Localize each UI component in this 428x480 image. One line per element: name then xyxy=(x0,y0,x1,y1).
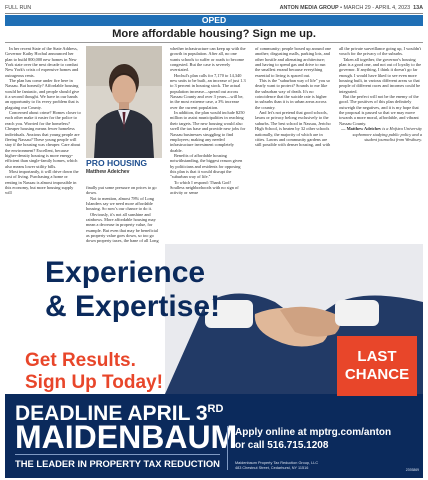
deadline-main: DEADLINE APRIL 3 xyxy=(15,402,208,425)
paragraph: all the private surveillance going up, I wouldn't vouch for the privacy of the suburbs. xyxy=(339,46,422,57)
headline-divider xyxy=(5,42,423,43)
paragraph: In her recent State of the State Address, Governor Kathy Hochul announced her plan to build 800,000 new homes in New York state over the next decade to combat New York's crisis of expensive homes and outrageous rents. xyxy=(5,46,79,78)
issue-date: • MARCH 29 - APRIL 4, 2023 xyxy=(338,5,411,11)
paragraph: Taken all together, the governor's housing plan is a good one, and not out of loyalty to the governor. If anything, I think it doesn't go far enough. I would have liked to see even more housing built, in various different areas so that people of different races and incomes could be integrated. xyxy=(339,56,422,94)
paragraph: finally put some pressure on prices to go down. xyxy=(86,185,157,196)
advertisement[interactable] xyxy=(5,244,423,478)
company-address: 483 Chestnut Street, Cedarhurst, NY 11516 xyxy=(235,466,309,470)
author-portrait-image xyxy=(86,46,162,158)
last-chance-badge xyxy=(337,336,417,396)
phone-number[interactable]: or call 516.715.1208 xyxy=(235,440,329,451)
paragraph: Benefits of affordable housing notwithstanding, the biggest reason given by politicians and residents for opposing this plan is that it would disrupt the "suburban way of life." xyxy=(170,152,243,180)
author-bio xyxy=(339,126,422,142)
paragraph: To which I respond: Thank God! Soulless neighborhoods with no sign of activity or sense xyxy=(170,179,239,196)
paragraph: of community; people boxed up around one another; disgusting malls, parking lots, and other hostile and alienating architecture; and having to spend gas and drive to run the smallest errand because everything essential to living is spaced out. xyxy=(255,46,331,78)
photo-caption xyxy=(86,158,162,180)
paragraph: Hochul's plan calls for 7,170 to 14,340 new units to be built, an increase of just 1.3 to 3 percent in housing stock. The actual population increase—spread out across Nassau County and over 3 years—will be, in the most extreme case, a 3% increase over the current population. xyxy=(170,72,246,110)
article-column-5 xyxy=(339,46,422,142)
logo-divider xyxy=(15,454,220,455)
badge-line-1: LAST xyxy=(357,348,397,365)
paragraph: whether infrastructure can keep up with the growth in population. After all, no one wants schools to suffer or roads to become congested. But the case is severely overstated. xyxy=(170,46,246,73)
paragraph: Concerned about crime? Homes closer to each other make it easier for the police to reach you. Worried for the homeless? Cheaper housing means fewer homeless individuals. Anxious that young people are fleeing Nassau? These young people will stay if the housing was cheaper. Care about the environment? Excellent, because higher-density housing is more energy-efficient than single-family homes, which also means lower utility bills. xyxy=(5,110,81,169)
badge-line-2: CHANCE xyxy=(344,366,410,383)
section-label: OPED xyxy=(201,15,227,25)
paragraph: Obviously, it's not all sunshine and rainbows. More affordable housing may mean a decrease in property value, for example. But even that may be beneficial as property value goes down, so too go down property taxes, the bane of all Long xyxy=(86,211,159,244)
article-column-4 xyxy=(255,46,331,148)
ad-tagline: THE LEADER IN PROPERTY TAX REDUCTION xyxy=(15,458,220,469)
bio-text: is a Hofstra University sophomore studying public policy and a student journalist from Westbury. xyxy=(352,126,422,142)
ad-headline-line-2: & Expertise! xyxy=(45,290,221,323)
page-header xyxy=(5,3,423,13)
edition-label: FULL RUN xyxy=(5,5,32,11)
author-photo xyxy=(86,46,162,158)
article-column-3 xyxy=(170,46,246,196)
ad-headline-line-1: Experience xyxy=(45,256,206,289)
article-headline: More affordable housing? Sign me up. xyxy=(112,28,316,40)
paragraph: But the perfect will not be the enemy of the good. The positives of this plan definitely outweigh the negatives, and it is my hope that the proposal is passed so that we may move towards a more moral, affordable, and vibrant Nassau County. xyxy=(339,94,419,126)
paragraph: And let's not pretend that good schools, lawns or privacy belong exclusively to the suburbs. The best school in Nassau, Jericho High School, is beaten by 32 other schools nationally, the majority of which are in cities. Lawns and community gardens are still possible with denser housing, and with xyxy=(255,110,331,148)
paragraph: The plan has come under fire here in Nassau. But honestly? Affordable housing would be fantastic, and people should give it a second thought. We have in our hands an opportunity to fix every problem that is plaguing our County. xyxy=(5,78,80,110)
paragraph: Not to mention, almost 78% of Long Islanders say we need more affordable housing. So now's our chance to do it. xyxy=(86,195,155,212)
maidenbaum-logo: MAIDENBAUM xyxy=(15,419,238,455)
section-banner xyxy=(5,15,423,26)
company-name: Maidenbaum Property Tax Reduction Group, LLC xyxy=(235,461,319,465)
paragraph: This is the "suburban way of life" you so dearly want to protect? Sounds to me like the suburban way of death. It's no coincidence that the suicide rate is higher in suburbs than it is in urban areas across the country. xyxy=(255,78,331,110)
paragraph: Most importantly, it will drive down the cost of living. Purchasing a home or renting in Nassau is almost impossible in this economy, but more housing supply will xyxy=(5,168,79,196)
article-column-1 xyxy=(5,46,81,196)
ad-cta-line-2: Sign Up Today! xyxy=(25,372,163,393)
apply-online-link[interactable]: Apply online at mptrg.com/anton xyxy=(235,427,392,438)
header-divider xyxy=(5,13,423,14)
bio-author-name: — Matthew Adeichev xyxy=(341,126,382,132)
brand-name: ANTON MEDIA GROUP xyxy=(279,5,339,11)
ad-cta-line-1: Get Results. xyxy=(25,350,136,371)
author-name: Matthew Adeichev xyxy=(86,169,130,175)
masthead-info xyxy=(280,5,423,11)
ad-code: 2393869 xyxy=(405,468,419,472)
ad-vertical-divider xyxy=(227,426,228,470)
paragraph: In addition, the plan would include $250 million to assist municipalities in reaching their targets. The new housing would also swell the tax base and provide new jobs for Nassau businesses struggling to find employees; making any needed infrastructure investment completely doable. xyxy=(170,110,246,153)
page-number: 13A xyxy=(413,5,423,11)
column-title: PRO HOUSING xyxy=(86,158,148,168)
deadline-suffix: RD xyxy=(207,403,224,415)
